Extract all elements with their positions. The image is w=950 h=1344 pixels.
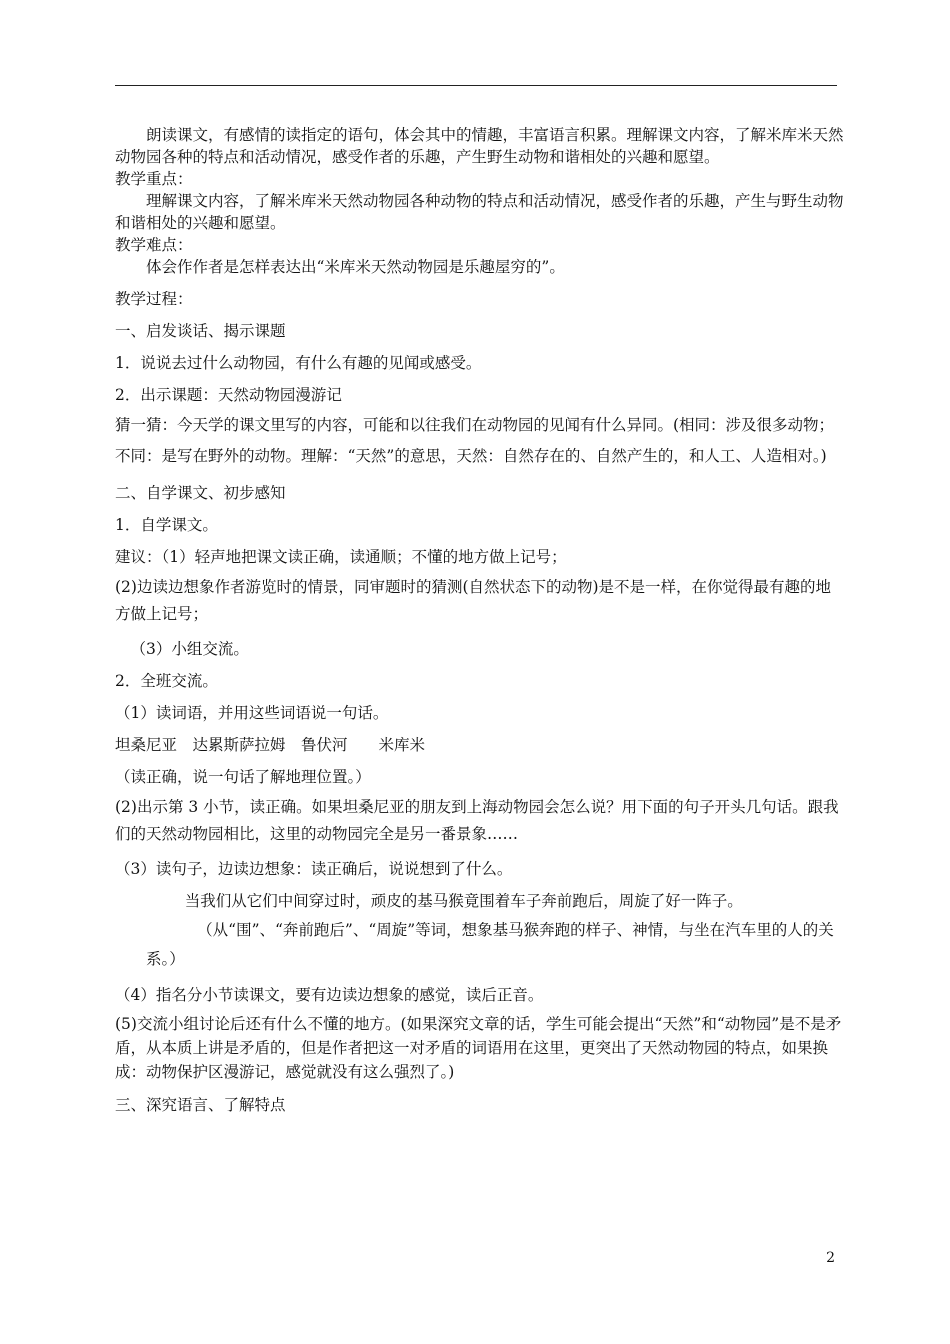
place-names-note: （读正确，说一句话了解地理位置。） (115, 768, 371, 786)
quote-sentence: 当我们从它们中间穿过时，顽皮的基马猴竟围着车子奔前跑后，周旋了好一阵子。 (184, 892, 743, 910)
paragraph-guess: 猜一猜：今天学的课文里写的内容，可能和以往我们在动物园的见闻有什么异同。(相同：涉及很多动物；不同：是写在野外的动物。理解：“天然”的意思，天然：自然存在的、自然产生的，和人工、人造相对。) (115, 416, 835, 465)
place-names: 坦桑尼亚 达累斯萨拉姆 鲁伏河 米库米 (115, 736, 426, 754)
sub-item-3: （3）读句子，边读边想象：读正确后，说说想到了什么。 (115, 860, 513, 878)
section-heading-3: 三、深究语言、了解特点 (115, 1096, 286, 1114)
paragraph-difficulties: 体会作作者是怎样表达出“米库米天然动物园是乐趣屋穷的”。 (146, 258, 565, 276)
sub-item-4: （4）指名分小节读课文，要有边读边想象的感觉，读后正音。 (115, 986, 544, 1004)
suggestion-2: (2)边读边想象作者游览时的情景，同审题时的猜测(自然状态下的动物)是不是一样，在你觉得最有趣的地方做上记号； (115, 578, 832, 623)
suggestion-1: 建议：（1）轻声地把课文读正确，读通顺；不懂的地方做上记号； (115, 548, 567, 566)
item-2-1: 1．自学课文。 (115, 516, 218, 534)
paragraph-objectives: 朗读课文，有感情的读指定的语句，体会其中的情趣，丰富语言积累。理解课文内容，了解米库米天然动物园各种的特点和活动情况，感受作者的乐趣，产生野生动物和谐相处的兴趣和愿望。 (115, 126, 844, 166)
header-rule (115, 85, 837, 86)
section-heading-1: 一、启发谈话、揭示课题 (115, 322, 286, 340)
paragraph-key-points: 理解课文内容，了解米库米天然动物园各种动物的特点和活动情况，感受作者的乐趣，产生与野生动物和谐相处的兴趣和愿望。 (115, 192, 844, 232)
sub-item-5: (5)交流小组讨论后还有什么不懂的地方。(如果深究文章的话，学生可能会提出“天然”和“动物园”是不是矛盾，从本质上讲是矛盾的，但是作者把这一对矛盾的词语用在这里，更突出了天然动物园的特点，如果换成：动物保护区漫游记，感觉就没有这么强烈了。) (115, 1015, 842, 1081)
item-1-2: 2．出示课题：天然动物园漫游记 (115, 386, 342, 404)
heading-difficulties: 教学难点： (115, 236, 193, 254)
sub-item-1: （1）读词语，并用这些词语说一句话。 (115, 704, 389, 722)
suggestion-3: （3）小组交流。 (130, 640, 249, 658)
page-number: 2 (826, 1250, 835, 1266)
sub-item-2: (2)出示第 3 小节，读正确。如果坦桑尼亚的朋友到上海动物园会怎么说？用下面的句子开头几句话。跟我们的天然动物园相比，这里的动物园完全是另一番景象…… (115, 798, 839, 843)
item-2-2: 2．全班交流。 (115, 672, 218, 690)
document-body (115, 124, 845, 1116)
quote-note: （从“围”、“奔前跑后”、“周旋”等词，想象基马猴奔跑的样子、神情，与坐在汽车里的人的关系。） (146, 921, 834, 968)
heading-key-points: 教学重点： (115, 170, 193, 188)
heading-process: 教学过程： (115, 290, 193, 308)
section-heading-2: 二、自学课文、初步感知 (115, 484, 286, 502)
item-1-1: 1．说说去过什么动物园，有什么有趣的见闻或感受。 (115, 354, 482, 372)
